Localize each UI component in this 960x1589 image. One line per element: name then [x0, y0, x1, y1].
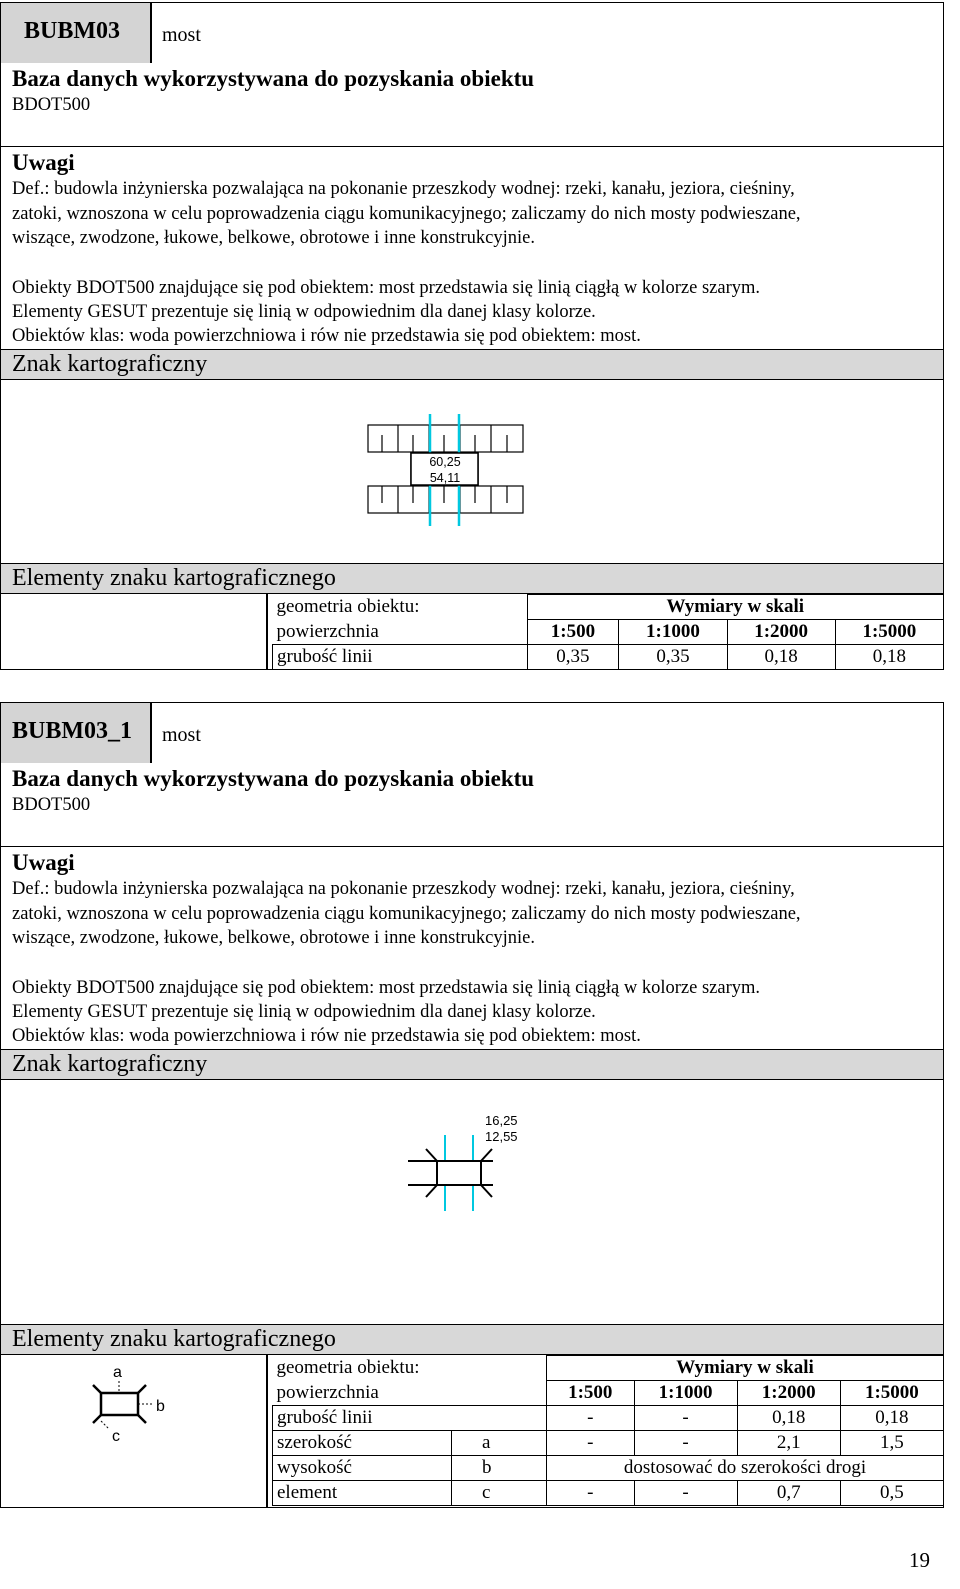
value-cell: 2,1	[737, 1431, 840, 1456]
notes-line: zatoki, wznoszona w celu poprowadzenia ciągu komunikacyjnego; zaliczamy do nich mosty podwieszane,	[12, 904, 801, 924]
notes-line: zatoki, wznoszona w celu poprowadzenia ciągu komunikacyjnego; zaliczamy do nich mosty podwieszane,	[12, 204, 801, 224]
row-key: b	[452, 1456, 547, 1481]
geometry-label: geometria obiektu:	[276, 1357, 420, 1378]
row-label: szerokość	[273, 1431, 452, 1456]
elements-heading: Elementy znaku kartograficznego	[12, 1326, 336, 1352]
row-label: grubość linii	[273, 1406, 547, 1431]
notes-heading: Uwagi	[12, 850, 75, 875]
notes-heading: Uwagi	[12, 150, 75, 175]
notes-line: Elementy GESUT prezentuje się linią w odpowiednim dla danej klasy kolorze.	[12, 1002, 596, 1022]
scale-cell: 1:5000	[840, 1381, 943, 1406]
row-label: grubość linii	[273, 645, 528, 670]
geometry-value: powierzchnia	[276, 620, 379, 642]
elements-divider	[266, 594, 268, 670]
value-cell: 1,5	[840, 1431, 943, 1456]
value-cell: 0,18	[737, 1406, 840, 1431]
bridge-symbol	[1, 380, 945, 564]
value-cell: -	[547, 1481, 635, 1506]
scale-cell: 1:500	[527, 620, 619, 645]
legend-letter-b: b	[156, 1398, 165, 1415]
section-bubm03	[0, 0, 944, 670]
notes-line: Obiektów klas: woda powierzchniowa i rów nie przedstawia się pod obiektem: most.	[12, 1026, 641, 1046]
row-label: wysokość	[273, 1456, 452, 1481]
scale-header: Wymiary w skali	[527, 595, 944, 620]
db-value: BDOT500	[12, 795, 91, 815]
value-cell: -	[547, 1406, 635, 1431]
symbol-area	[0, 1080, 944, 1325]
bridge-symbol-small	[1, 1080, 945, 1325]
elements-divider	[266, 1355, 268, 1508]
db-heading: Baza danych wykorzystywana do pozyskania obiektu	[12, 766, 535, 791]
value-cell: 0,18	[840, 1406, 943, 1431]
symbol-label-2: 54,11	[429, 471, 461, 485]
page-number: 19	[909, 1548, 930, 1572]
scale-cell: 1:5000	[835, 620, 943, 645]
value-cell: -	[547, 1431, 635, 1456]
scale-cell: 1:1000	[619, 620, 727, 645]
symbol-heading: Znak kartograficzny	[12, 351, 208, 377]
symbol-label-1: 60,25	[429, 455, 461, 469]
row-key: a	[452, 1431, 547, 1456]
dimensions-table	[272, 1355, 944, 1506]
scale-cell: 1:2000	[727, 620, 835, 645]
value-cell: 0,7	[737, 1481, 840, 1506]
notes-line: Def.: budowla inżynierska pozwalająca na pokonanie przeszkody wodnej: rzeki, kanału, jeziora, cieśniny,	[12, 179, 795, 199]
geometry-value: powierzchnia	[276, 1381, 379, 1403]
value-cell: -	[634, 1431, 737, 1456]
notes-line: Obiekty BDOT500 znajdujące się pod obiektem: most przedstawia się linią ciągłą w kolorze szarym.	[12, 978, 761, 998]
scale-cell: 1:1000	[634, 1381, 737, 1406]
scale-cell: 1:2000	[737, 1381, 840, 1406]
value-cell: 0,18	[835, 645, 943, 670]
value-cell: 0,18	[727, 645, 835, 670]
geometry-label: geometria obiektu:	[276, 596, 420, 617]
object-code: BUBM03	[24, 18, 120, 44]
legend-letter-a: a	[113, 1364, 122, 1381]
elements-heading: Elementy znaku kartograficznego	[12, 565, 336, 591]
notes-line: Obiekty BDOT500 znajdujące się pod obiektem: most przedstawia się linią ciągłą w kolorze szarym.	[12, 278, 761, 298]
value-cell: -	[634, 1406, 737, 1431]
value-cell: -	[634, 1481, 737, 1506]
object-name: most	[162, 24, 201, 46]
legend-letter-c: c	[112, 1428, 120, 1445]
symbol-area	[0, 380, 944, 564]
section-bubm03-1	[0, 700, 944, 1508]
name-cell	[150, 702, 944, 764]
dimensions-table	[272, 594, 944, 670]
symbol-heading: Znak kartograficzny	[12, 1051, 208, 1077]
element-legend-symbol	[1, 1355, 267, 1508]
row-key: c	[452, 1481, 547, 1506]
notes-line: Def.: budowla inżynierska pozwalająca na pokonanie przeszkody wodnej: rzeki, kanału, jeziora, cieśniny,	[12, 879, 795, 899]
notes-line: wiszące, zwodzone, łukowe, belkowe, obrotowe i inne konstrukcyjnie.	[12, 928, 535, 948]
row-label: element	[273, 1481, 452, 1506]
symbol-label-1: 16,25	[485, 1113, 518, 1128]
notes-line: wiszące, zwodzone, łukowe, belkowe, obrotowe i inne konstrukcyjnie.	[12, 228, 535, 248]
symbol-label-2: 12,55	[485, 1129, 518, 1144]
object-code: BUBM03_1	[12, 718, 132, 744]
value-cell: 0,5	[840, 1481, 943, 1506]
notes-line: Obiektów klas: woda powierzchniowa i rów nie przedstawia się pod obiektem: most.	[12, 326, 641, 346]
value-cell: 0,35	[619, 645, 727, 670]
notes-line: Elementy GESUT prezentuje się linią w odpowiednim dla danej klasy kolorze.	[12, 302, 596, 322]
scale-header: Wymiary w skali	[547, 1356, 944, 1381]
name-cell	[150, 2, 944, 64]
merged-value-cell: dostosować do szerokości drogi	[547, 1456, 944, 1481]
scale-cell: 1:500	[547, 1381, 635, 1406]
db-value: BDOT500	[12, 95, 91, 115]
object-name: most	[162, 724, 201, 746]
db-heading: Baza danych wykorzystywana do pozyskania obiektu	[12, 66, 535, 91]
value-cell: 0,35	[527, 645, 619, 670]
